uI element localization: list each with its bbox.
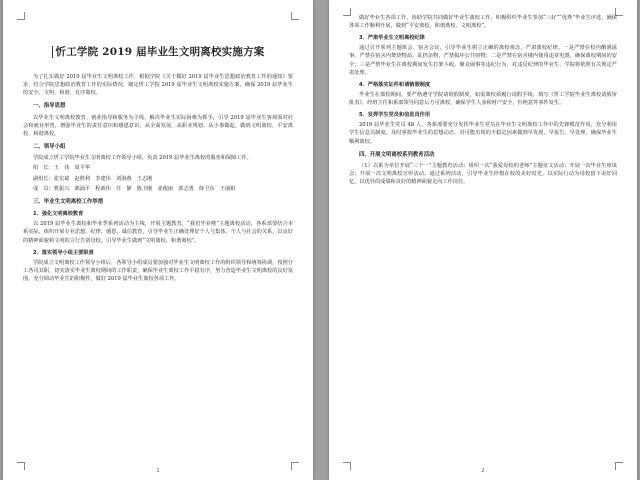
section-3-1-heading: 1．强化文明离校教育 xyxy=(33,211,84,218)
section-3-heading: 三、毕业生文明离校工作举措 xyxy=(33,198,104,205)
document-title-text: 忻工学院 2019 届毕业生文明离校实施方案 xyxy=(52,46,265,58)
document-page-2 xyxy=(329,0,637,480)
section-3-2-text: 学院成立文明离校工作领导小组后，各领导小组成员要加强对毕业生文明离校工作的组织领导和统筹协调，按照分工各司其职，切实落实毕业生离校期间的工作职责，确保毕业生离校工作平稳有序，努力营造毕业生文明离校的良好氛围，充分调动毕业生的积极性，做好 2019 届毕业生离校各项工作。 xyxy=(23,259,293,283)
section-1-heading: 一、指导思想 xyxy=(33,103,66,110)
section-4-heading: 四、开展文明离校系列教育活动 xyxy=(359,151,435,158)
intro-paragraph: 为了扎实做好 2019 届毕业生文明离校工作，根据学院《关于做好 2019 届毕业生思想政治教育工作的通知》要求，结合学院思想政治教育工作的实际情况，制定忻工学院 2019 届毕业生文明离校实施方案，确保 2019 届毕业生的安全、文明、和谐、有序离校。 xyxy=(23,74,293,97)
section-3-4-text: 毕业生在离校期间，要严格遵守学院请销假制度，如需离校须履行请假手续，填写《忻工学院毕业生离校请假审批表》，经班主任和系部领导同意后方可离校，确保学生人身和财产安全，杜绝意外事件发生。 xyxy=(349,91,617,107)
leader-line: 组 长：王 伟 周平华 xyxy=(33,165,91,172)
page-1-content xyxy=(23,18,293,480)
section-3-1-text: 以 2019 届毕业生离校和毕业季系列活动为主线，开展主题教育，“我们毕业啦”主题离校活动，各系部要结合本系实际，组织开展专业思想、纪律、感恩、诚信教育，引导毕业生正确处理好个人与集体、个人与社会的关系，以良好的精神面貌和文明的言行告别母校，引导毕业生做到“文明离校、和谐离校”。 xyxy=(23,221,293,244)
section-3-5-text: 2019 届毕业生党员 48 人，各系部要充分发挥毕业生党员在毕业生文明离校工作中的先锋模范作用，充分利用学生信息员制度，及时掌握毕业生的思想动态，对可能出现的不稳定因素做到早发现、早报告、早处理，确保毕业生顺利离校。 xyxy=(349,122,617,145)
page-2-content xyxy=(349,14,617,480)
page-number: 2 xyxy=(481,468,485,474)
section-3-5-heading: 5．发挥学生党员和信息员作用 xyxy=(359,112,431,119)
section-1-text: 以毕业生文明离校教育、就业指导和服务为主线，解决毕业生实际困难为抓手，引导 2019 届毕业生客观面对社会和就业形势，增强毕业生的责任意识和感恩意识，从全面发展、从职业规划、从小事做起，做到文明离校、平安离校、和谐离校。 xyxy=(23,114,293,137)
section-3-2-heading: 2．落实领导小组主要职责 xyxy=(33,249,94,256)
deputy-line: 副组长：张宏斌 赵胜利 李建伟 刘海燕 王志刚 xyxy=(33,175,153,182)
section-3-4-heading: 4．严格落实证件和请销假制度 xyxy=(359,81,431,88)
section-2-text: 学院成立忻工学院毕业生文明离校工作领导小组，负责 2019 届毕业生离校的服务和保障工作。 xyxy=(33,155,252,162)
page-number: 1 xyxy=(156,468,160,474)
members-line: 成 员：曹振兴 郝涌平 程新伟 任 静 陈卫刚 姜俊丽 郭志勇 薛卫东 王丽娟 xyxy=(33,185,236,192)
document-title xyxy=(23,44,293,59)
section-4-text: （1）以系为单位开展“三个一”主题教育活动：组织一次“我爱母校的老师”主题征文活动；开展一次毕业生座谈会；开展一次文明离校宣传活动。通过系列活动，引导毕业生珍惜在校的美好时光，以实际行动为母校留下美好回忆，以优异的成绩和良好的精神面貌走向工作岗位。 xyxy=(349,163,617,186)
continued-paragraph: 做好毕业生各项工作，协助学院共同做好毕业生离校工作，积极组织毕业生参加“三好”“优秀”毕业生评选，确保各项工作顺利开展，做到“平安离校、和谐离校、文明离校”。 xyxy=(349,15,617,30)
section-3-3-heading: 3．严肃毕业生文明离校纪律 xyxy=(359,35,425,42)
document-page-1 xyxy=(3,0,313,480)
section-3-3-text: 通过召开系列主题班会、宿舍会议，引导毕业生树立正确的离校观念，严肃离校纪律。一是严禁在校内酗酒滋事，严禁在宿舍内焚烧物品、乱扔杂物，严禁损坏公共财物；二是严禁在宿舍楼内使用违章电器，确保离校期间的安全；三是严禁毕业生在离校期间发生打架斗殴、聚众闹事等违纪行为，对违反纪律的毕业生，学院将依照有关规定严肃处理。 xyxy=(349,45,617,76)
section-2-heading: 二、领导小组 xyxy=(33,143,66,150)
